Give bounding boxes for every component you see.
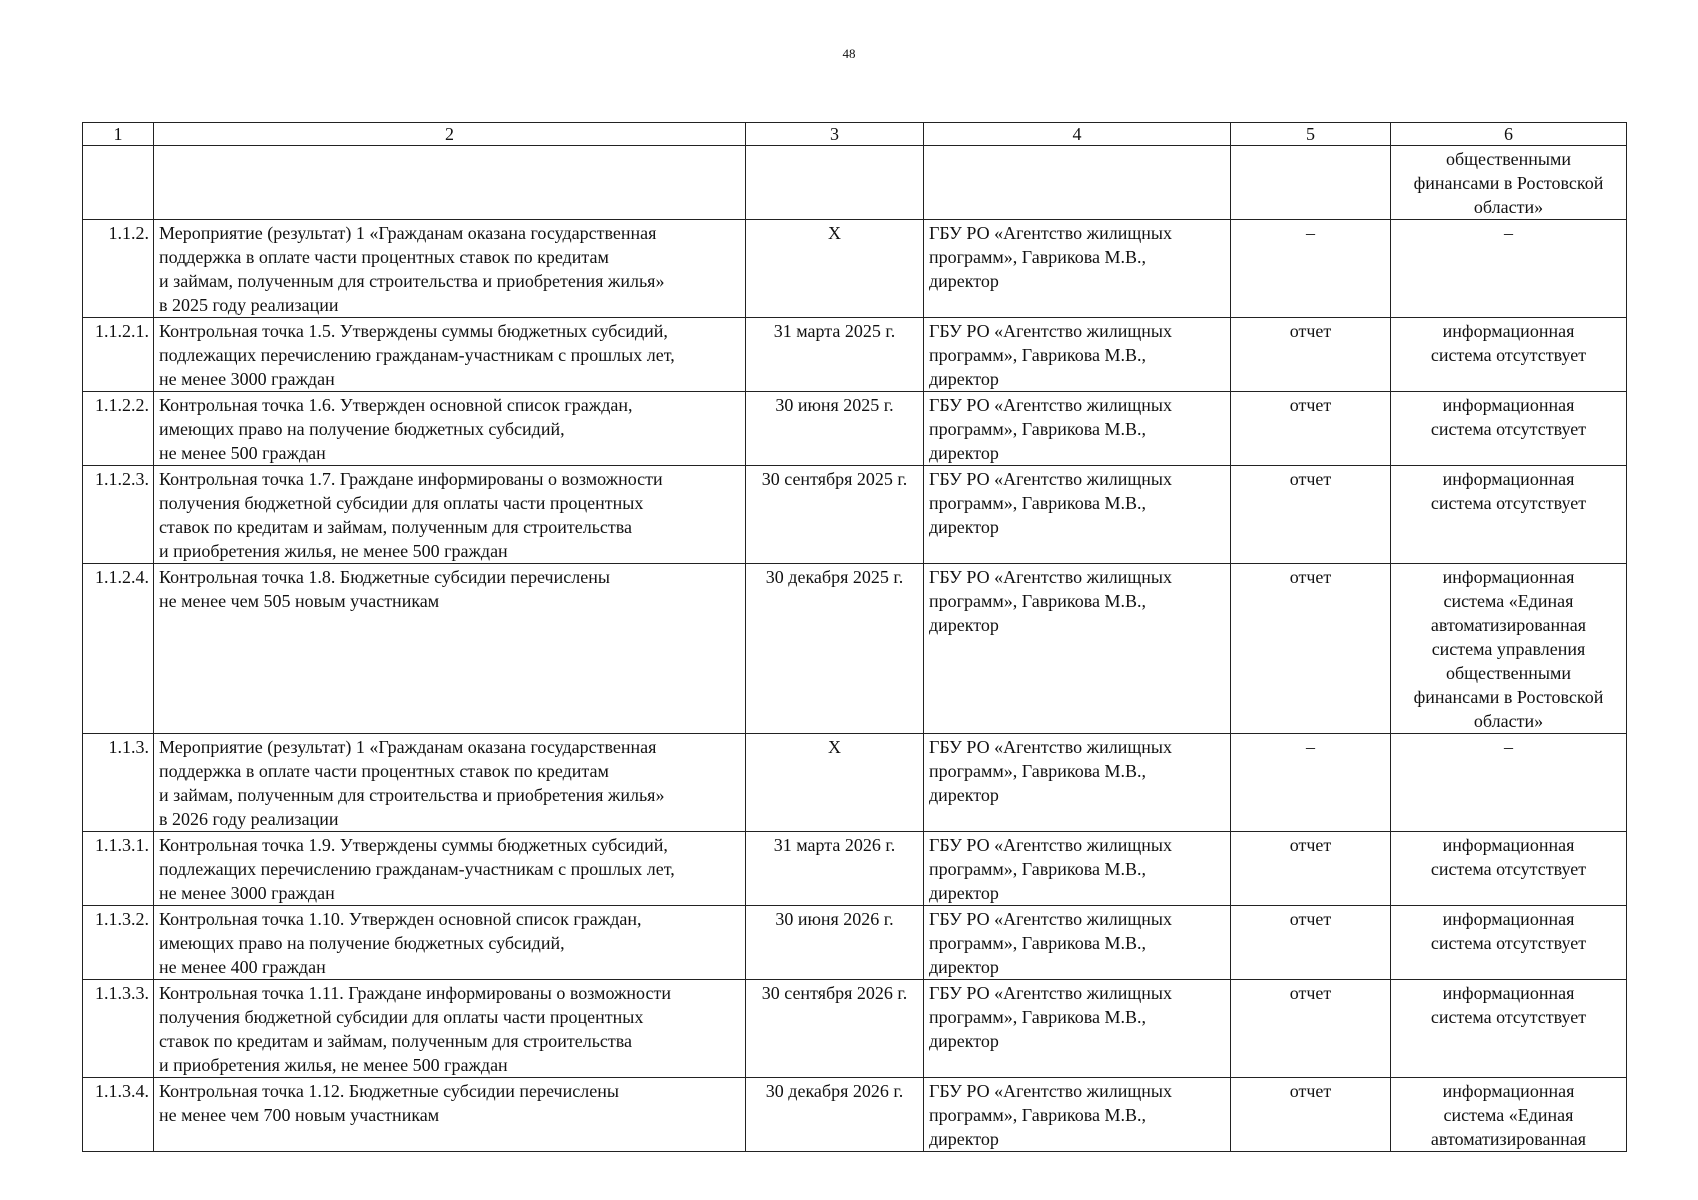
row-document-cell: отчет	[1231, 564, 1391, 734]
row-responsible-line: директор	[929, 271, 999, 291]
row-date-cell: 30 июня 2025 г.	[746, 392, 924, 466]
table-row	[83, 980, 1627, 1078]
row-name-line: и приобретения жилья, не менее 500 граждан	[159, 1055, 508, 1075]
row-responsible-cell	[924, 392, 1231, 466]
row-responsible-line: ГБУ РО «Агентство жилищных	[929, 983, 1172, 1003]
row-system-line: система управления	[1431, 639, 1586, 659]
row-name-line: не менее чем 505 новым участникам	[159, 591, 440, 611]
row-system-line: –	[1504, 737, 1513, 757]
row-number-cell: 1.1.3.3.	[83, 980, 154, 1078]
row-date-cell: 30 декабря 2025 г.	[746, 564, 924, 734]
row-responsible-line: ГБУ РО «Агентство жилищных	[929, 223, 1172, 243]
row-name-line: имеющих право на получение бюджетных субсидий,	[159, 933, 565, 953]
row-name-line: и займам, полученным для строительства и приобретения жилья»	[159, 785, 665, 805]
row-responsible-line: программ», Гаврикова М.В.,	[929, 493, 1146, 513]
row-number-cell: 1.1.2.	[83, 220, 154, 318]
row-responsible-cell	[924, 734, 1231, 832]
row-responsible-line: программ», Гаврикова М.В.,	[929, 1007, 1146, 1027]
row-name-cell	[154, 564, 746, 734]
row-name-cell	[154, 906, 746, 980]
row-number-cell: 1.1.3.4.	[83, 1078, 154, 1152]
row-responsible-line: программ», Гаврикова М.В.,	[929, 591, 1146, 611]
row-date-cell: 30 декабря 2026 г.	[746, 1078, 924, 1152]
row-document-cell: отчет	[1231, 392, 1391, 466]
row-name-line: получения бюджетной субсидии для оплаты части процентных	[159, 493, 644, 513]
row-date-cell: Х	[746, 734, 924, 832]
row-name-cell	[154, 146, 746, 220]
row-name-line: не менее 3000 граждан	[159, 883, 335, 903]
row-system-line: автоматизированная	[1430, 1129, 1587, 1149]
row-document-cell: отчет	[1231, 318, 1391, 392]
row-responsible-line: ГБУ РО «Агентство жилищных	[929, 321, 1172, 341]
row-system-cell	[1391, 1078, 1627, 1152]
row-date-cell: 30 сентября 2026 г.	[746, 980, 924, 1078]
table-row	[83, 906, 1627, 980]
row-number-cell: 1.1.2.3.	[83, 466, 154, 564]
row-responsible-line: ГБУ РО «Агентство жилищных	[929, 395, 1172, 415]
header-col-4: 4	[924, 123, 1231, 146]
row-number-cell: 1.1.2.1.	[83, 318, 154, 392]
row-responsible-cell	[924, 466, 1231, 564]
header-col-2: 2	[154, 123, 746, 146]
row-name-line: подлежащих перечислению гражданам-участникам с прошлых лет,	[159, 345, 675, 365]
row-name-cell	[154, 392, 746, 466]
row-number-cell	[83, 146, 154, 220]
row-name-cell	[154, 980, 746, 1078]
row-date-cell: 30 июня 2026 г.	[746, 906, 924, 980]
table-row	[83, 466, 1627, 564]
row-date-cell	[746, 146, 924, 220]
row-name-cell	[154, 832, 746, 906]
row-name-line: и приобретения жилья, не менее 500 граждан	[159, 541, 508, 561]
row-responsible-line: программ», Гаврикова М.В.,	[929, 933, 1146, 953]
row-system-cell	[1391, 980, 1627, 1078]
row-responsible-line: директор	[929, 883, 999, 903]
row-system-cell	[1391, 564, 1627, 734]
row-responsible-cell	[924, 564, 1231, 734]
row-system-line: информационная	[1442, 835, 1575, 855]
row-document-cell: отчет	[1231, 832, 1391, 906]
row-name-line: не менее чем 700 новым участникам	[159, 1105, 440, 1125]
row-date-cell: 31 марта 2025 г.	[746, 318, 924, 392]
row-responsible-line: ГБУ РО «Агентство жилищных	[929, 469, 1172, 489]
row-system-line: области»	[1473, 711, 1544, 731]
row-name-line: Мероприятие (результат) 1 «Гражданам оказана государственная	[159, 223, 657, 243]
row-system-line: система отсутствует	[1430, 345, 1587, 365]
row-name-cell	[154, 466, 746, 564]
row-system-line: общественными	[1445, 149, 1572, 169]
row-system-line: система отсутствует	[1430, 493, 1587, 513]
row-document-cell: отчет	[1231, 1078, 1391, 1152]
row-name-line: Контрольная точка 1.9. Утверждены суммы бюджетных субсидий,	[159, 835, 668, 855]
header-col-3: 3	[746, 123, 924, 146]
row-document-cell: –	[1231, 220, 1391, 318]
row-responsible-cell	[924, 832, 1231, 906]
table-row	[83, 1078, 1627, 1152]
row-responsible-line: программ», Гаврикова М.В.,	[929, 419, 1146, 439]
row-name-cell	[154, 734, 746, 832]
table-body	[83, 146, 1627, 1152]
row-responsible-line: ГБУ РО «Агентство жилищных	[929, 737, 1172, 757]
row-system-line: информационная	[1442, 909, 1575, 929]
row-name-line: и займам, полученным для строительства и приобретения жилья»	[159, 271, 665, 291]
row-responsible-cell	[924, 318, 1231, 392]
row-date-cell: 31 марта 2026 г.	[746, 832, 924, 906]
row-name-line: получения бюджетной субсидии для оплаты части процентных	[159, 1007, 644, 1027]
row-name-line: ставок по кредитам и займам, полученным для строительства	[159, 1031, 633, 1051]
row-name-line: Контрольная точка 1.5. Утверждены суммы бюджетных субсидий,	[159, 321, 668, 341]
row-name-line: Контрольная точка 1.7. Граждане информированы о возможности	[159, 469, 663, 489]
row-document-cell: отчет	[1231, 466, 1391, 564]
row-number-cell: 1.1.2.4.	[83, 564, 154, 734]
row-responsible-cell	[924, 980, 1231, 1078]
row-system-line: информационная	[1442, 983, 1575, 1003]
row-name-line	[159, 147, 740, 171]
row-name-line: ставок по кредитам и займам, полученным для строительства	[159, 517, 633, 537]
row-responsible-line: директор	[929, 785, 999, 805]
row-system-cell	[1391, 466, 1627, 564]
row-system-cell	[1391, 906, 1627, 980]
table-row	[83, 220, 1627, 318]
row-system-line: информационная	[1442, 567, 1575, 587]
row-system-line: информационная	[1442, 1081, 1575, 1101]
row-responsible-line: директор	[929, 517, 999, 537]
row-system-line: информационная	[1442, 395, 1575, 415]
row-name-line: Контрольная точка 1.11. Граждане информированы о возможности	[159, 983, 671, 1003]
table-row	[83, 734, 1627, 832]
row-system-line: информационная	[1442, 321, 1575, 341]
row-responsible-cell	[924, 146, 1231, 220]
row-name-line: не менее 400 граждан	[159, 957, 326, 977]
row-responsible-line: ГБУ РО «Агентство жилищных	[929, 567, 1172, 587]
row-responsible-line: директор	[929, 615, 999, 635]
row-name-line: поддержка в оплате части процентных ставок по кредитам	[159, 761, 609, 781]
row-system-line: информационная	[1442, 469, 1575, 489]
row-responsible-cell	[924, 220, 1231, 318]
row-number-cell: 1.1.3.	[83, 734, 154, 832]
row-responsible-line: директор	[929, 957, 999, 977]
table-row	[83, 318, 1627, 392]
table-row	[83, 392, 1627, 466]
row-name-cell	[154, 318, 746, 392]
row-system-cell	[1391, 318, 1627, 392]
row-document-cell: –	[1231, 734, 1391, 832]
row-system-line: система отсутствует	[1430, 1007, 1587, 1027]
row-responsible-line: ГБУ РО «Агентство жилищных	[929, 909, 1172, 929]
row-number-cell: 1.1.2.2.	[83, 392, 154, 466]
row-responsible-line: программ», Гаврикова М.В.,	[929, 345, 1146, 365]
row-responsible-line	[929, 147, 1225, 171]
row-responsible-line: директор	[929, 1031, 999, 1051]
page-number: 48	[842, 46, 856, 61]
row-name-line: Контрольная точка 1.10. Утвержден основной список граждан,	[159, 909, 642, 929]
row-responsible-line: директор	[929, 1129, 999, 1149]
row-responsible-line: директор	[929, 369, 999, 389]
row-system-cell	[1391, 146, 1627, 220]
plan-table	[82, 122, 1627, 1152]
row-system-line: области»	[1473, 197, 1544, 217]
row-responsible-line: директор	[929, 443, 999, 463]
row-system-line: система «Единая	[1443, 591, 1574, 611]
row-name-cell	[154, 220, 746, 318]
row-name-line: Мероприятие (результат) 1 «Гражданам оказана государственная	[159, 737, 657, 757]
header-col-5: 5	[1231, 123, 1391, 146]
row-system-line: финансами в Ростовской	[1413, 173, 1604, 193]
row-system-line: общественными	[1445, 663, 1572, 683]
row-responsible-cell	[924, 1078, 1231, 1152]
row-name-line: в 2025 году реализации	[159, 295, 339, 315]
row-name-line: Контрольная точка 1.12. Бюджетные субсидии перечислены	[159, 1081, 619, 1101]
row-system-line: финансами в Ростовской	[1413, 687, 1604, 707]
row-document-cell: отчет	[1231, 980, 1391, 1078]
row-system-line: система отсутствует	[1430, 419, 1587, 439]
row-number-cell: 1.1.3.2.	[83, 906, 154, 980]
row-name-line: имеющих право на получение бюджетных субсидий,	[159, 419, 565, 439]
row-document-cell	[1231, 146, 1391, 220]
header-row	[83, 123, 1627, 146]
row-responsible-line: ГБУ РО «Агентство жилищных	[929, 1081, 1172, 1101]
row-responsible-line: программ», Гаврикова М.В.,	[929, 1105, 1146, 1125]
row-responsible-line: программ», Гаврикова М.В.,	[929, 859, 1146, 879]
row-responsible-line: программ», Гаврикова М.В.,	[929, 761, 1146, 781]
row-name-line: не менее 3000 граждан	[159, 369, 335, 389]
row-system-line: автоматизированная	[1430, 615, 1587, 635]
table-row	[83, 146, 1627, 220]
row-date-cell: Х	[746, 220, 924, 318]
header-col-6: 6	[1391, 123, 1627, 146]
row-system-line: система отсутствует	[1430, 859, 1587, 879]
row-system-cell	[1391, 392, 1627, 466]
row-name-line: Контрольная точка 1.6. Утвержден основной список граждан,	[159, 395, 633, 415]
row-responsible-cell	[924, 906, 1231, 980]
row-name-line: подлежащих перечислению гражданам-участникам с прошлых лет,	[159, 859, 675, 879]
row-name-line: поддержка в оплате части процентных ставок по кредитам	[159, 247, 609, 267]
row-system-line: система «Единая	[1443, 1105, 1574, 1125]
row-name-line: не менее 500 граждан	[159, 443, 326, 463]
table-row	[83, 832, 1627, 906]
row-system-line: система отсутствует	[1430, 933, 1587, 953]
row-name-line: в 2026 году реализации	[159, 809, 339, 829]
row-name-cell	[154, 1078, 746, 1152]
row-number-cell: 1.1.3.1.	[83, 832, 154, 906]
row-document-cell: отчет	[1231, 906, 1391, 980]
table-row	[83, 564, 1627, 734]
row-responsible-line: ГБУ РО «Агентство жилищных	[929, 835, 1172, 855]
row-system-line: –	[1504, 223, 1513, 243]
row-name-line: Контрольная точка 1.8. Бюджетные субсидии перечислены	[159, 567, 610, 587]
row-responsible-line: программ», Гаврикова М.В.,	[929, 247, 1146, 267]
header-col-1: 1	[83, 123, 154, 146]
row-system-cell	[1391, 832, 1627, 906]
row-date-cell: 30 сентября 2025 г.	[746, 466, 924, 564]
row-system-cell	[1391, 220, 1627, 318]
row-system-cell	[1391, 734, 1627, 832]
